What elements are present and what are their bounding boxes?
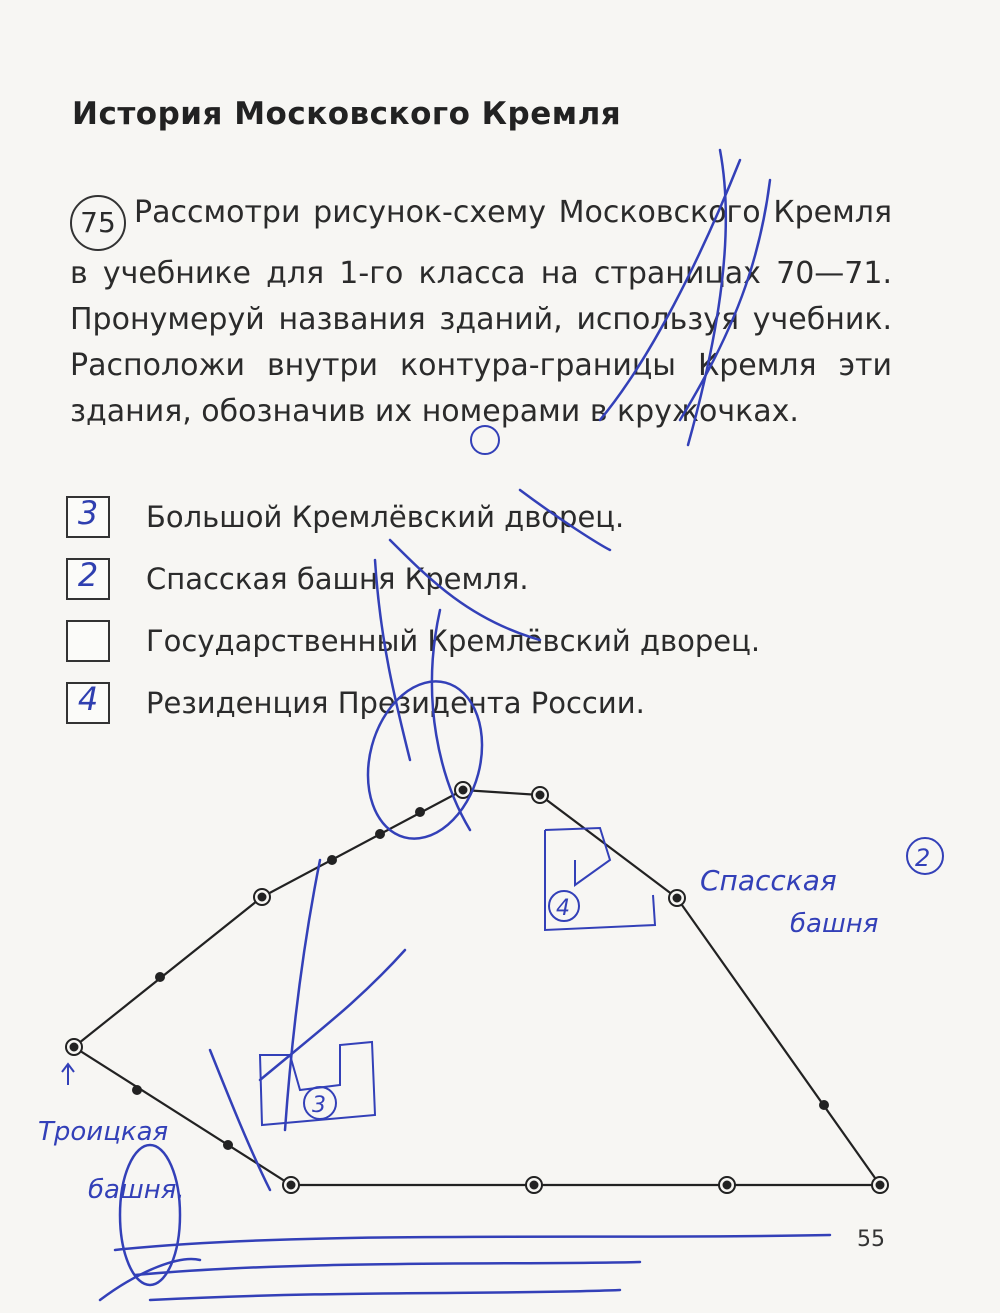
spasskaya-bashnya-label: башня <box>790 909 879 939</box>
task-instructions: Рассмотри рисунок-схему Московского Кремля в учебнике для 1-го класса на страницах 70—71. Пронумеруй названия зданий, используя учебник. Расположи внутри контура-границы Кремля эти здания, обозначив их номерами в кружочках. <box>70 195 892 429</box>
tower-markers <box>66 782 888 1193</box>
spasskaya-label: Спасская <box>700 864 837 897</box>
list-item-label: Большой Кремлёвский дворец. <box>146 500 625 534</box>
list-item-label: Государственный Кремлёвский дворец. <box>146 624 761 658</box>
ink-circle <box>471 426 499 454</box>
ink-scribbles <box>100 150 830 1300</box>
list-item-label: Резиденция Президента России. <box>146 686 645 720</box>
list-item-label: Спасская башня Кремля. <box>146 562 529 596</box>
troitskaya-arrow <box>62 1064 74 1085</box>
page-title: История Московского Кремля <box>72 96 622 132</box>
answer-digit: 2 <box>77 556 99 594</box>
answer-digit: 4 <box>77 680 99 718</box>
building-3-number: 3 <box>312 1093 326 1118</box>
kremlin-contour <box>74 790 880 1185</box>
building-4-number: 4 <box>556 896 570 921</box>
contour-dots <box>132 807 829 1150</box>
page-number: 55 <box>857 1227 885 1252</box>
troitskaya-bashnya-label: башня. <box>88 1175 185 1205</box>
task-number-badge: 75 <box>70 195 126 251</box>
spasskaya-number: 2 <box>915 844 931 872</box>
troitskaya-label: Троицкая <box>38 1117 169 1147</box>
answer-digit: 3 <box>77 494 99 532</box>
